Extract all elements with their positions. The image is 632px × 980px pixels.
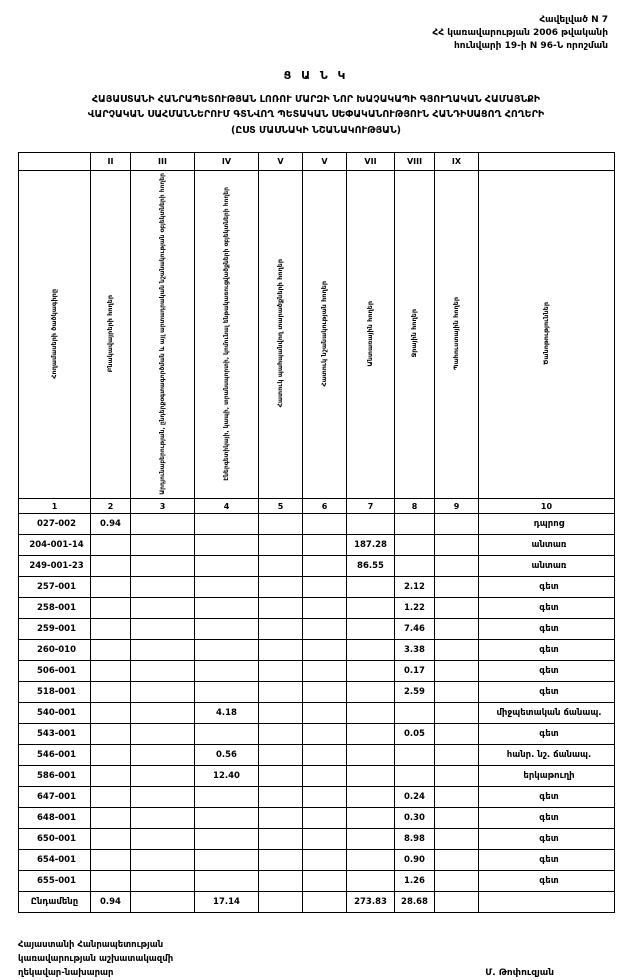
row-reserve (435, 787, 479, 808)
header-cell-code (19, 170, 91, 499)
land-table (18, 152, 615, 914)
total-reserve (435, 892, 479, 913)
row-special (303, 724, 347, 745)
row-settlement (91, 577, 131, 598)
row-water (395, 766, 435, 787)
row-water: 0.90 (395, 850, 435, 871)
row-reserve (435, 850, 479, 871)
number-cell-3: 3 (131, 499, 195, 514)
row-settlement (91, 556, 131, 577)
row-special (303, 577, 347, 598)
row-forest (347, 598, 395, 619)
row-note: գետ (479, 682, 615, 703)
row-water: 8.98 (395, 829, 435, 850)
row-note: գետ (479, 808, 615, 829)
row-water: 0.05 (395, 724, 435, 745)
row-note: գետ (479, 577, 615, 598)
table-roman-row (19, 152, 615, 170)
header-line-1: Հավելված N 7 (539, 15, 608, 25)
row-code: 648-001 (19, 808, 91, 829)
row-forest (347, 745, 395, 766)
table-number-row (19, 499, 615, 514)
row-water (395, 556, 435, 577)
footer-line-2: կառավարության աշխատակազմի (18, 954, 174, 965)
row-note: դպրոց (479, 514, 615, 535)
row-water: 2.12 (395, 577, 435, 598)
total-industry (131, 892, 195, 913)
row-water (395, 514, 435, 535)
row-industry (131, 808, 195, 829)
row-protected (259, 766, 303, 787)
row-protected (259, 577, 303, 598)
row-protected (259, 619, 303, 640)
row-code: 654-001 (19, 850, 91, 871)
row-note: գետ (479, 787, 615, 808)
row-reserve (435, 619, 479, 640)
row-forest (347, 787, 395, 808)
row-settlement (91, 619, 131, 640)
row-protected (259, 808, 303, 829)
row-reserve (435, 577, 479, 598)
total-note (479, 892, 615, 913)
row-water: 1.22 (395, 598, 435, 619)
row-settlement (91, 745, 131, 766)
row-forest (347, 661, 395, 682)
header-cell-special (303, 170, 347, 499)
row-energy: 0.56 (195, 745, 259, 766)
document-footer (18, 939, 614, 980)
row-settlement (91, 829, 131, 850)
header-cell-industry (131, 170, 195, 499)
row-special (303, 766, 347, 787)
number-cell-8: 8 (395, 499, 435, 514)
row-reserve (435, 829, 479, 850)
row-code: 586-001 (19, 766, 91, 787)
row-protected (259, 703, 303, 724)
row-note: երկաթուղի (479, 766, 615, 787)
row-energy: 4.18 (195, 703, 259, 724)
header-line-2: ՀՀ կառավարության 2006 թվականի (432, 28, 608, 39)
row-note: գետ (479, 871, 615, 892)
row-industry (131, 829, 195, 850)
header-cell-energy (195, 170, 259, 499)
row-code: 650-001 (19, 829, 91, 850)
row-energy (195, 787, 259, 808)
row-reserve (435, 514, 479, 535)
number-cell-4: 4 (195, 499, 259, 514)
header-cell-forest (347, 170, 395, 499)
row-code: 546-001 (19, 745, 91, 766)
row-energy (195, 808, 259, 829)
row-forest (347, 871, 395, 892)
row-special (303, 850, 347, 871)
row-industry (131, 514, 195, 535)
row-protected (259, 661, 303, 682)
table-row (19, 514, 615, 535)
title-sub-line-1: ՀԱՅԱՍՏԱՆԻ ՀԱՆՐԱՊԵՏՈՒԹՅԱՆ ԼՈՌՈՒ ՄԱՐԶԻ ՆՈՐ ԽԱՉԱԿԱՊԻ ԳՅՈՒՂԱԿԱՆ ՀԱՄԱՅՆՔԻ (91, 94, 541, 106)
header-label-energy: Էներգետիկայի, կապի, տրանսպորտի, կոմունալ ենթակառուցվածքների օբյեկտների հողեր (222, 186, 230, 481)
roman-cell-4: IV (195, 152, 259, 170)
row-reserve (435, 598, 479, 619)
total-special (303, 892, 347, 913)
row-code: 027-002 (19, 514, 91, 535)
row-industry (131, 640, 195, 661)
total-settlement: 0.94 (91, 892, 131, 913)
row-energy (195, 829, 259, 850)
row-protected (259, 514, 303, 535)
row-special (303, 640, 347, 661)
row-protected (259, 871, 303, 892)
row-note: գետ (479, 724, 615, 745)
row-special (303, 808, 347, 829)
title-sub-line-3: (ԸՍՏ ՄԱՍՆԱԿԻ ՆՇԱՆԱԿՈՒԹՅԱՆ) (231, 124, 401, 136)
row-water: 0.24 (395, 787, 435, 808)
row-settlement (91, 535, 131, 556)
row-settlement (91, 850, 131, 871)
row-settlement (91, 724, 131, 745)
table-row (19, 724, 615, 745)
header-label-notes: Ծանոթություններ (542, 302, 551, 365)
row-industry (131, 745, 195, 766)
row-note: գետ (479, 661, 615, 682)
row-code: 506-001 (19, 661, 91, 682)
row-water (395, 703, 435, 724)
row-special (303, 535, 347, 556)
row-settlement (91, 787, 131, 808)
title-block (18, 69, 614, 138)
row-energy: 12.40 (195, 766, 259, 787)
row-note: գետ (479, 640, 615, 661)
row-water: 2.59 (395, 682, 435, 703)
roman-cell-2: II (91, 152, 131, 170)
row-code: 257-001 (19, 577, 91, 598)
row-protected (259, 787, 303, 808)
row-forest (347, 577, 395, 598)
table-row (19, 577, 615, 598)
table-row (19, 850, 615, 871)
row-protected (259, 829, 303, 850)
row-industry (131, 577, 195, 598)
row-water (395, 745, 435, 766)
footer-line-1: Հայաստանի Հանրապետության (18, 940, 164, 951)
row-note: գետ (479, 850, 615, 871)
row-special (303, 619, 347, 640)
total-label: Ընդամենը (19, 892, 91, 913)
row-industry (131, 871, 195, 892)
row-reserve (435, 640, 479, 661)
number-cell-5: 5 (259, 499, 303, 514)
header-label-settlement: Բնակավայրերի հողեր (106, 294, 115, 373)
document-header (18, 14, 608, 53)
number-cell-6: 6 (303, 499, 347, 514)
row-energy (195, 850, 259, 871)
row-energy (195, 640, 259, 661)
roman-cell-3: III (131, 152, 195, 170)
row-industry (131, 535, 195, 556)
header-label-reserve: Պահուստային հողեր (452, 297, 461, 371)
roman-cell-7: VII (347, 152, 395, 170)
table-row (19, 766, 615, 787)
header-cell-reserve (435, 170, 479, 499)
row-note: միջպետական ճանապ. (479, 703, 615, 724)
row-industry (131, 850, 195, 871)
row-industry (131, 766, 195, 787)
row-settlement: 0.94 (91, 514, 131, 535)
row-reserve (435, 661, 479, 682)
number-cell-1: 1 (19, 499, 91, 514)
row-industry (131, 703, 195, 724)
row-note: անտառ (479, 535, 615, 556)
row-code: 540-001 (19, 703, 91, 724)
signature-name: Մ. Թոփուզյան (485, 967, 554, 978)
row-protected (259, 556, 303, 577)
roman-cell-1 (19, 152, 91, 170)
row-energy (195, 871, 259, 892)
roman-cell-8: VIII (395, 152, 435, 170)
row-energy (195, 577, 259, 598)
row-protected (259, 598, 303, 619)
row-note: հանր. նշ. ճանապ. (479, 745, 615, 766)
header-label-industry: Արդյունաբերության, ընդերքօգտագործման և այլ արտադրական նշանակության օբյեկտների հողեր (158, 172, 166, 495)
table-row (19, 703, 615, 724)
number-cell-9: 9 (435, 499, 479, 514)
row-energy (195, 556, 259, 577)
row-forest (347, 514, 395, 535)
row-water: 7.46 (395, 619, 435, 640)
row-special (303, 871, 347, 892)
row-industry (131, 724, 195, 745)
table-row (19, 787, 615, 808)
table-row (19, 619, 615, 640)
roman-cell-6: V (303, 152, 347, 170)
header-label-special: Հատուկ նշանակության հողեր (320, 280, 329, 387)
row-special (303, 703, 347, 724)
row-protected (259, 535, 303, 556)
row-code: 260-010 (19, 640, 91, 661)
row-energy (195, 661, 259, 682)
row-special (303, 829, 347, 850)
row-code: 258-001 (19, 598, 91, 619)
table-row (19, 556, 615, 577)
row-reserve (435, 556, 479, 577)
row-forest (347, 850, 395, 871)
row-forest (347, 619, 395, 640)
header-label-water: Ջրային հողեր (410, 309, 419, 358)
row-special (303, 514, 347, 535)
header-line-3: հունվարի 19-ի N 96-Ն որոշման (454, 41, 608, 52)
row-note: անտառ (479, 556, 615, 577)
header-cell-notes (479, 170, 615, 499)
number-cell-7: 7 (347, 499, 395, 514)
row-settlement (91, 766, 131, 787)
row-industry (131, 787, 195, 808)
row-special (303, 661, 347, 682)
row-industry (131, 598, 195, 619)
total-protected (259, 892, 303, 913)
header-cell-water (395, 170, 435, 499)
table-total-row (19, 892, 615, 913)
row-water: 1.26 (395, 871, 435, 892)
row-water (395, 535, 435, 556)
row-water: 0.17 (395, 661, 435, 682)
row-protected (259, 724, 303, 745)
header-cell-settlement (91, 170, 131, 499)
page-title: Ց Ա Ն Կ (283, 69, 349, 83)
row-reserve (435, 724, 479, 745)
table-row (19, 640, 615, 661)
row-note: գետ (479, 598, 615, 619)
row-reserve (435, 766, 479, 787)
row-code: 249-001-23 (19, 556, 91, 577)
row-code: 647-001 (19, 787, 91, 808)
row-special (303, 556, 347, 577)
row-code: 518-001 (19, 682, 91, 703)
row-special (303, 745, 347, 766)
row-settlement (91, 640, 131, 661)
row-water: 0.30 (395, 808, 435, 829)
row-settlement (91, 598, 131, 619)
row-code: 543-001 (19, 724, 91, 745)
row-industry (131, 619, 195, 640)
header-label-forest: Անտառային հողեր (366, 300, 375, 367)
number-cell-10: 10 (479, 499, 615, 514)
row-protected (259, 745, 303, 766)
row-forest (347, 724, 395, 745)
table-row (19, 598, 615, 619)
footer-line-3: ղեկավար-նախարար (18, 967, 114, 978)
roman-cell-10 (479, 152, 615, 170)
row-note: գետ (479, 829, 615, 850)
table-row (19, 661, 615, 682)
row-industry (131, 661, 195, 682)
roman-cell-5: V (259, 152, 303, 170)
table-row (19, 829, 615, 850)
header-label-code: Հողամասերի ծածկագիրը (50, 288, 59, 379)
row-reserve (435, 703, 479, 724)
row-reserve (435, 745, 479, 766)
table-row (19, 745, 615, 766)
title-subtitle (18, 92, 614, 138)
row-forest (347, 766, 395, 787)
row-forest (347, 640, 395, 661)
row-settlement (91, 661, 131, 682)
roman-cell-9: IX (435, 152, 479, 170)
row-special (303, 598, 347, 619)
table-row (19, 808, 615, 829)
row-industry (131, 556, 195, 577)
number-cell-2: 2 (91, 499, 131, 514)
row-forest (347, 829, 395, 850)
row-energy (195, 514, 259, 535)
header-cell-protected (259, 170, 303, 499)
row-code: 259-001 (19, 619, 91, 640)
row-code: 204-001-14 (19, 535, 91, 556)
row-energy (195, 598, 259, 619)
table-row (19, 871, 615, 892)
row-settlement (91, 703, 131, 724)
table-row (19, 535, 615, 556)
row-forest (347, 703, 395, 724)
row-energy (195, 724, 259, 745)
row-settlement (91, 808, 131, 829)
row-forest: 187.28 (347, 535, 395, 556)
row-reserve (435, 808, 479, 829)
row-note: գետ (479, 619, 615, 640)
total-energy: 17.14 (195, 892, 259, 913)
row-protected (259, 640, 303, 661)
row-protected (259, 850, 303, 871)
total-forest: 273.83 (347, 892, 395, 913)
row-reserve (435, 535, 479, 556)
row-reserve (435, 871, 479, 892)
row-forest: 86.55 (347, 556, 395, 577)
row-energy (195, 619, 259, 640)
row-water: 3.38 (395, 640, 435, 661)
row-special (303, 787, 347, 808)
header-label-protected: Հատուկ պահպանվող տարածքների հողեր (276, 259, 285, 408)
row-settlement (91, 871, 131, 892)
title-sub-line-2: ՎԱՐՉԱԿԱՆ ՍԱՀՄԱՆՆԵՐՈՒՄ ԳՏՆՎՈՂ ՊԵՏԱԿԱՆ ՍԵՓԱԿԱՆՈՒԹՅՈՒՆ ՀԱՆԴԻՍԱՑՈՂ ՀՈՂԵՐԻ (87, 109, 545, 121)
row-energy (195, 535, 259, 556)
row-forest (347, 808, 395, 829)
row-code: 655-001 (19, 871, 91, 892)
total-water: 28.68 (395, 892, 435, 913)
table-header-row (19, 170, 615, 499)
